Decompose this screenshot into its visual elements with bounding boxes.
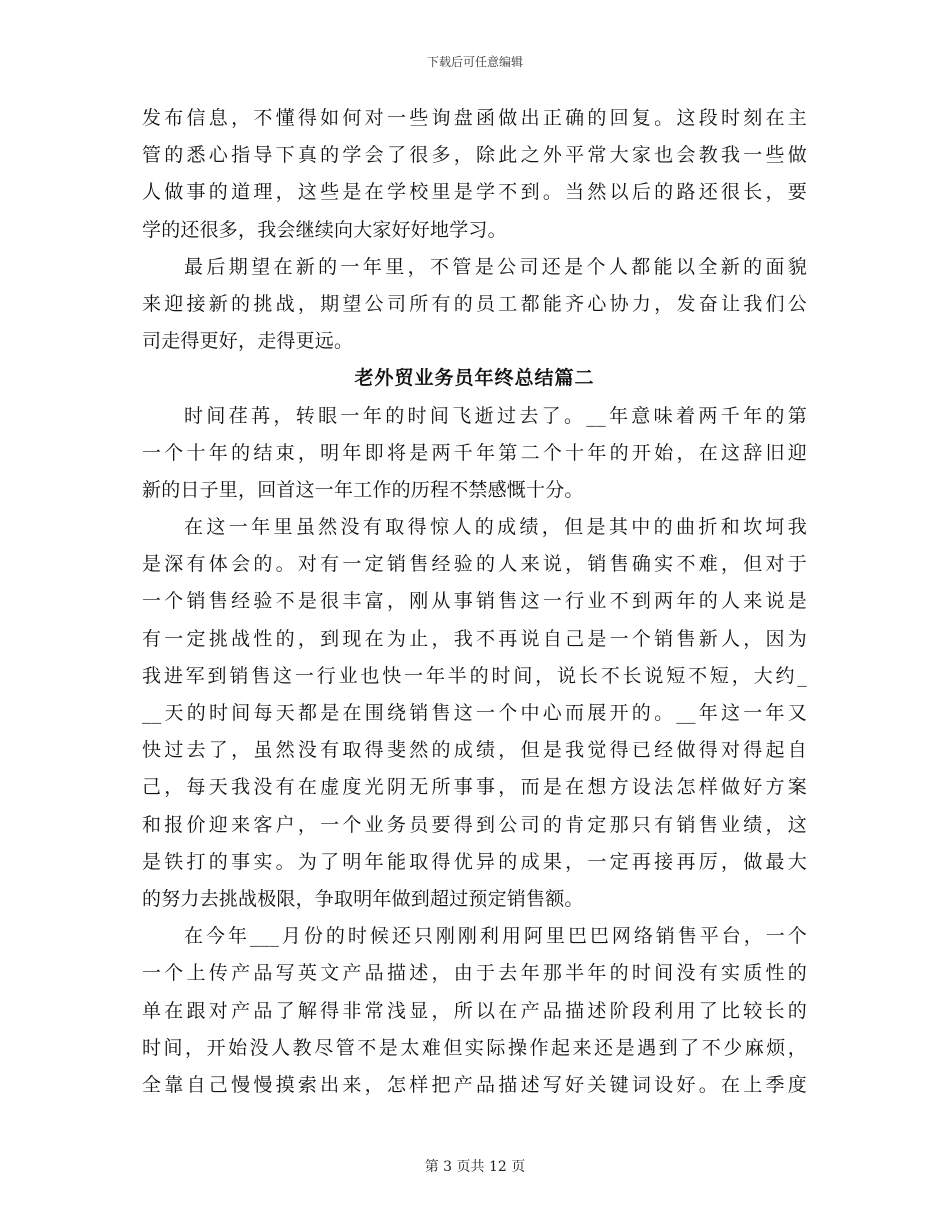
text-line: 一个销售经验不是很丰富，刚从事销售这一行业不到两年的人来说是 [142, 590, 807, 613]
text-line: 快过去了，虽然没有取得斐然的成绩，但是我觉得已经做得对得起自 [142, 739, 807, 762]
page-number: 第 3 页共 12 页 [424, 1159, 526, 1175]
text-line: 时间荏苒，转眼一年的时间飞逝过去了。__年意味着两千年的第 [184, 404, 807, 427]
text-line: 一个上传产品写英文产品描述，由于去年那半年的时间没有实质性的 [142, 962, 807, 985]
paragraph-3 [142, 398, 807, 510]
text-line: 己，每天我没有在虚度光阴无所事事，而是在想方设法怎样做好方案 [142, 776, 807, 799]
text-line: __天的时间每天都是在围绕销售这一个中心而展开的。__年这一年又 [142, 702, 807, 724]
text-line: 在今年___月份的时候还只刚刚利用阿里巴巴网络销售平台，一个 [184, 925, 807, 948]
text-line: 学的还很多，我会继续向大家好好地学习。 [142, 218, 507, 241]
text-line: 来迎接新的挑战，期望公司所有的员工都能齐心协力，发奋让我们公 [142, 292, 807, 315]
text-line: 全靠自己慢慢摸索出来，怎样把产品描述写好关键词设好。在上季度 [142, 1073, 807, 1096]
section-heading: 老外贸业务员年终总结篇二 [354, 367, 595, 390]
text-line: 在这一年里虽然没有取得惊人的成绩，但是其中的曲折和坎坷我 [184, 516, 807, 539]
text-line: 和报价迎来客户，一个业务员要得到公司的肯定那只有销售业绩，这 [142, 813, 807, 836]
text-line: 新的日子里，回首这一年工作的历程不禁感慨十分。 [142, 478, 584, 501]
text-line: 发布信息，不懂得如何对一些询盘函做出正确的回复。这段时刻在主 [142, 107, 807, 129]
text-line: 单在跟对产品了解得非常浅显，所以在产品描述阶段利用了比较长的 [142, 999, 807, 1022]
text-line: 时间，开始没人教尽管不是太难但实际操作起来还是遇到了不少麻烦， [142, 1036, 807, 1059]
text-line: 管的悉心指导下真的学会了很多，除此之外平常大家也会教我一些做 [142, 144, 807, 167]
paragraph-5 [142, 918, 807, 1104]
page-header-note: 下载后可任意编辑 [426, 55, 523, 69]
document-body [142, 100, 807, 1104]
text-line: 司走得更好，走得更远。 [142, 330, 354, 353]
text-line: 我进军到销售这一行业也快一年半的时间，说长不长说短不短，大约_ [142, 664, 807, 687]
text-line: 是深有体会的。对有一定销售经验的人来说，销售确实不难，但对于 [142, 553, 807, 576]
paragraph-2 [142, 249, 807, 361]
text-line: 是铁打的事实。为了明年能取得优异的成果，一定再接再厉，做最大 [142, 850, 807, 873]
text-line: 的努力去挑战极限，争取明年做到超过预定销售额。 [142, 887, 584, 910]
text-line: 最后期望在新的一年里，不管是公司还是个人都能以全新的面貌 [184, 255, 807, 278]
text-line: 一个十年的结束，明年即将是两千年第二个十年的开始，在这辞旧迎 [142, 441, 807, 464]
text-line: 人做事的道理，这些是在学校里是学不到。当然以后的路还很长，要 [142, 181, 807, 204]
paragraph-1 [142, 100, 807, 249]
text-line: 有一定挑战性的，到现在为止，我不再说自己是一个销售新人，因为 [142, 627, 807, 650]
paragraph-4 [142, 509, 807, 918]
